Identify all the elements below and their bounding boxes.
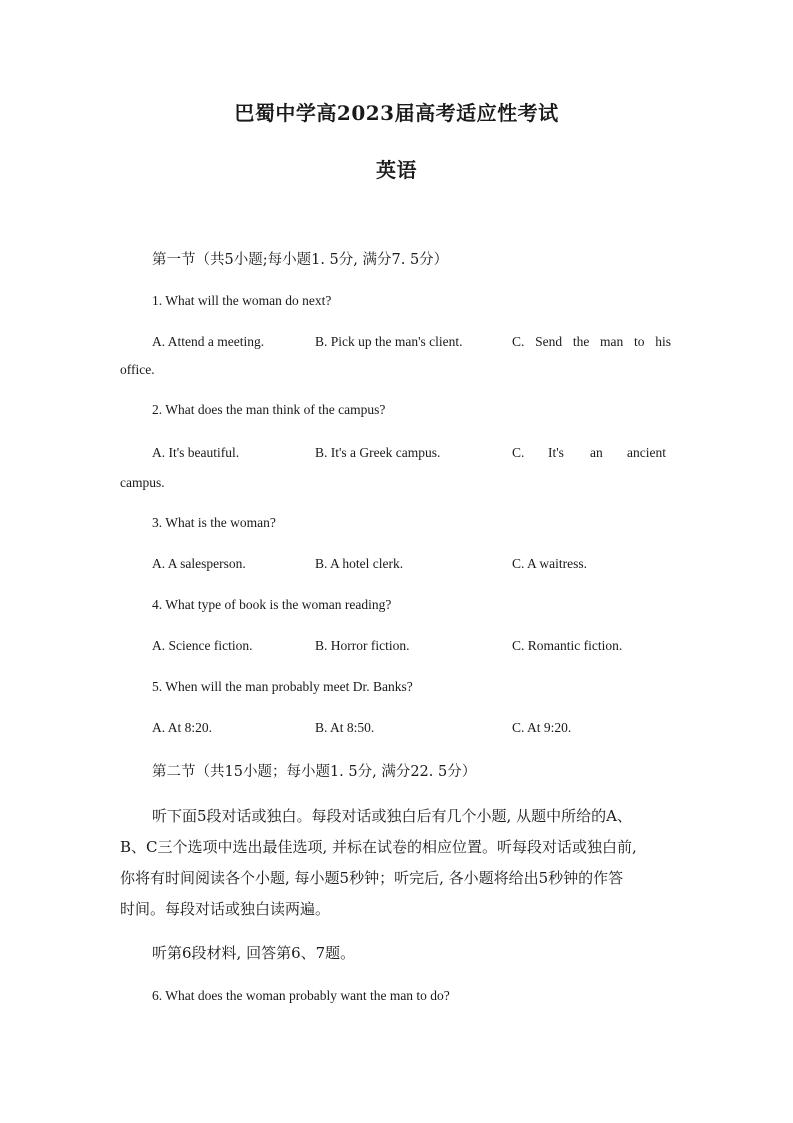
q3-option-b: B. A hotel clerk. [315, 556, 404, 571]
q5-option-a: A. At 8:20. [152, 720, 213, 735]
q5-option-b: B. At 8:50. [315, 720, 375, 735]
subject-title: 英语 [376, 158, 417, 182]
question-6-stem: 6. What does the woman probably want the man to do? [152, 988, 450, 1003]
question-4-stem: 4. What type of book is the woman reading? [152, 597, 392, 612]
exam-title: 巴蜀中学高2023届高考适应性考试 [234, 101, 559, 125]
q2-option-c-label: C. [512, 445, 525, 460]
q5-option-c: C. At 9:20. [512, 720, 572, 735]
q2-option-c-word-2: an [590, 445, 603, 460]
q1-option-b: B. Pick up the man's client. [315, 334, 463, 349]
q2-option-b: B. It's a Greek campus. [315, 445, 441, 460]
question-2-stem: 2. What does the man think of the campus? [152, 402, 386, 417]
q4-option-a: A. Science fiction. [152, 638, 253, 653]
question-3-stem: 3. What is the woman? [152, 515, 276, 530]
section2-heading: 第二节（共15小题；每小题1. 5分, 满分22. 5分） [152, 764, 477, 780]
instructions-line-4: 时间。每段对话或独白读两遍。 [120, 900, 331, 918]
q4-option-c: C. Romantic fiction. [512, 638, 623, 653]
q2-option-c-word-3: ancient [627, 445, 666, 460]
instructions-line-2: B、C三个选项中选出最佳选项, 并标在试卷的相应位置。听每段对话或独白前, [120, 838, 637, 856]
question-1-stem: 1. What will the woman do next? [152, 293, 332, 308]
section1-heading: 第一节（共5小题;每小题1. 5分, 满分7. 5分） [152, 252, 449, 268]
instructions-line-1: 听下面5段对话或独白。每段对话或独白后有几个小题, 从题中所给的A、 [152, 807, 632, 825]
material-6-note: 听第6段材料, 回答第6、7题。 [152, 944, 356, 962]
q1-option-c: C. Send the man to his [512, 334, 671, 349]
q1-option-c-continued: office. [120, 362, 155, 377]
q3-option-a: A. A salesperson. [152, 556, 246, 571]
q2-option-c-continued: campus. [120, 475, 165, 490]
instructions-line-3: 你将有时间阅读各个小题, 每小题5秒钟；听完后, 各小题将给出5秒钟的作答 [120, 869, 624, 887]
q3-option-c: C. A waitress. [512, 556, 588, 571]
q2-option-a: A. It's beautiful. [152, 445, 240, 460]
question-5-stem: 5. When will the man probably meet Dr. Banks? [152, 679, 413, 694]
q2-option-c-word-1: It's [548, 445, 564, 460]
q4-option-b: B. Horror fiction. [315, 638, 410, 653]
q1-option-a: A. Attend a meeting. [152, 334, 265, 349]
